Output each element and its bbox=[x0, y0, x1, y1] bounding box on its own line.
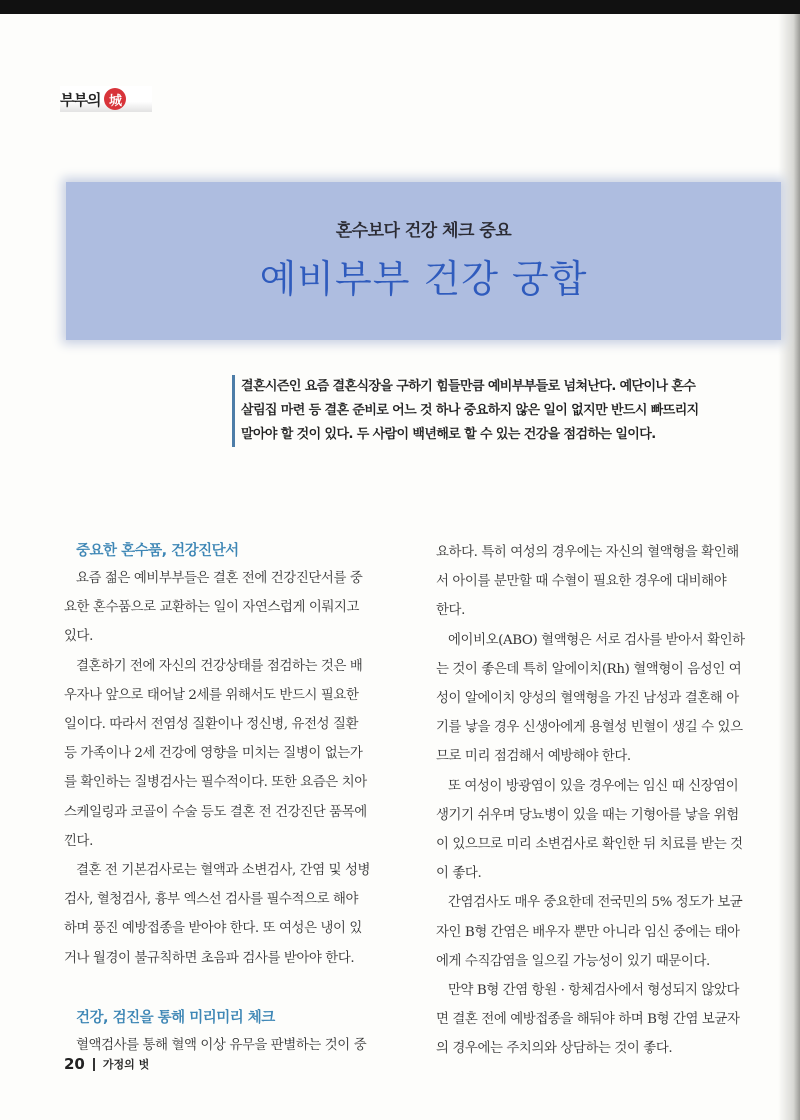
paragraph-line: 이 좋다. bbox=[436, 866, 482, 882]
paragraph-line: 스케일링과 코골이 수술 등도 결혼 전 건강진단 품목에 bbox=[64, 804, 367, 820]
section-heading: 중요한 혼수품, 건강진단서 bbox=[76, 543, 239, 559]
paragraph-line: 요즘 젊은 예비부부들은 결혼 전에 건강진단서를 중 bbox=[76, 571, 363, 586]
paragraph-line: 요하다. 특히 여성의 경우에는 자신의 혈액형을 확인해 bbox=[436, 545, 739, 560]
paragraph-line: 의 경우에는 주치의와 상담하는 것이 좋다. bbox=[436, 1041, 673, 1057]
section-tag bbox=[60, 86, 152, 112]
paragraph bbox=[64, 564, 394, 652]
right-column bbox=[436, 538, 776, 1064]
left-column bbox=[64, 538, 394, 1060]
page-footer bbox=[64, 1055, 149, 1073]
paragraph bbox=[436, 772, 776, 889]
paragraph-line: 에이비오(ABO) 혈액형은 서로 검사를 받아서 확인하 bbox=[448, 632, 745, 648]
paragraph-line: 낀다. bbox=[64, 833, 93, 849]
section-tag-label: 부부의 bbox=[60, 90, 101, 109]
lead-line: 말아야 할 것이 있다. 두 사람이 백년해로 할 수 있는 건강을 점검하는 일이다. bbox=[241, 427, 656, 442]
paragraph-line: 우자나 앞으로 태어날 2세를 위해서도 반드시 필요한 bbox=[64, 687, 359, 703]
paragraph-line: 하며 풍진 예방접종을 받아야 한다. 또 여성은 냉이 있 bbox=[64, 921, 362, 937]
paragraph-line: 결혼하기 전에 자신의 건강상태를 점검하는 것은 배 bbox=[76, 658, 363, 674]
paragraph-line: 혈액검사를 통해 혈액 이상 유무을 판별하는 것이 중 bbox=[76, 1037, 367, 1053]
lead-paragraph bbox=[232, 375, 781, 447]
paragraph-line: 면 결혼 전에 예방접종을 해둬야 하며 B형 간염 보균자 bbox=[436, 1012, 740, 1028]
article-subtitle: 혼수보다 건강 체크 중요 bbox=[335, 221, 512, 241]
section-gap bbox=[64, 973, 394, 1005]
paragraph-line: 서 아이를 분만할 때 수혈이 필요한 경우에 대비해야 bbox=[436, 574, 727, 590]
page-number: 20 bbox=[64, 1055, 85, 1073]
lead-line: 살림집 마련 등 결혼 준비로 어느 것 하나 중요하지 않은 일이 없지만 반드시 빠뜨리지 bbox=[241, 403, 699, 418]
paragraph bbox=[436, 538, 776, 626]
paragraph-line: 생기기 쉬우며 당뇨병이 있을 때는 기형아를 낳을 위험 bbox=[436, 807, 739, 823]
paragraph-line: 이 있으므로 미리 소변검사로 확인한 뒤 치료를 받는 것 bbox=[436, 837, 743, 853]
paragraph-line: 등 가족이나 2세 건강에 영향을 미치는 질병이 없는가 bbox=[64, 746, 363, 762]
paragraph-line: 한다. bbox=[436, 603, 465, 619]
paragraph bbox=[64, 856, 394, 973]
title-banner bbox=[66, 182, 781, 340]
paragraph-line: 는 것이 좋은데 특히 알에이치(Rh) 혈액형이 음성인 여 bbox=[436, 661, 742, 677]
scan-page-edge bbox=[778, 14, 800, 1120]
paragraph-line: 에게 수직감염을 일으킬 가능성이 있기 때문이다. bbox=[436, 953, 710, 969]
paragraph-line: 요한 혼수품으로 교환하는 일이 자연스럽게 이뤄지고 bbox=[64, 600, 360, 616]
paragraph-line: 를 확인하는 질병검사는 필수적이다. 또한 요즘은 치아 bbox=[64, 775, 367, 791]
paragraph-line: 간염검사도 매우 중요한데 전국민의 5% 정도가 보균 bbox=[448, 895, 743, 911]
paragraph-line: 므로 미리 점검해서 예방해야 한다. bbox=[436, 749, 631, 765]
paragraph-line: 성이 알에이치 양성의 혈액형을 가진 남성과 결혼해 아 bbox=[436, 691, 739, 707]
paragraph-line: 결혼 전 기본검사로는 혈액과 소변검사, 간염 및 성병 bbox=[76, 863, 371, 879]
footer-divider bbox=[93, 1058, 95, 1071]
paragraph bbox=[436, 976, 776, 1064]
paragraph-line: 기를 낳을 경우 신생아에게 용혈성 빈혈이 생길 수 있으 bbox=[436, 720, 743, 736]
castle-seal-icon: 城 bbox=[104, 88, 126, 110]
paragraph-line: 또 여성이 방광염이 있을 경우에는 임신 때 신장염이 bbox=[448, 778, 739, 794]
paragraph bbox=[436, 626, 776, 772]
paragraph-line: 만약 B형 간염 항원 · 항체검사에서 형성되지 않았다 bbox=[448, 983, 739, 999]
paragraph bbox=[64, 652, 394, 856]
section-heading: 건강, 검진을 통해 미리미리 체크 bbox=[76, 1009, 275, 1026]
paragraph bbox=[436, 888, 776, 976]
paragraph-line: 일이다. 따라서 전염성 질환이나 정신병, 유전성 질환 bbox=[64, 717, 359, 733]
article-title: 예비부부 건강 궁합 bbox=[259, 257, 588, 301]
lead-line: 결혼시즌인 요즘 결혼식장을 구하기 힘들만큼 예비부부들로 넘쳐난다. 예단이나 혼수 bbox=[241, 379, 696, 394]
paragraph-line: 있다. bbox=[64, 629, 93, 645]
paragraph-line: 검사, 혈청검사, 흉부 엑스선 검사를 필수적으로 해야 bbox=[64, 892, 359, 908]
paragraph-line: 자인 B형 간염은 배우자 뿐만 아니라 임신 중에는 태아 bbox=[436, 924, 740, 940]
paragraph-line: 거나 월경이 불규칙하면 초음파 검사를 받아야 한다. bbox=[64, 950, 355, 966]
magazine-name: 가정의 벗 bbox=[102, 1058, 150, 1071]
scan-top-border bbox=[0, 0, 800, 14]
